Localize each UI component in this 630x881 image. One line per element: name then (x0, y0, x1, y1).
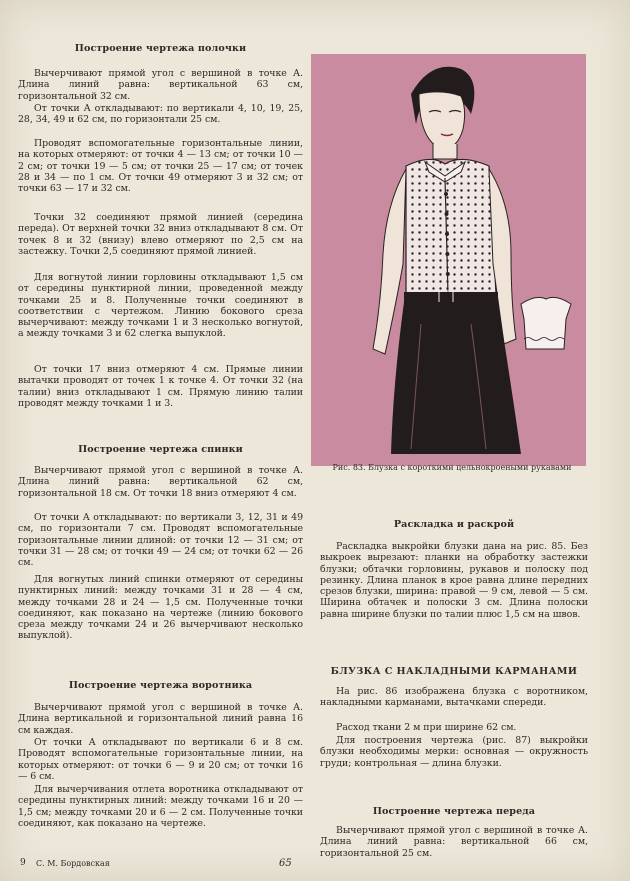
heading-front-draft-2: Построение чертежа переда (372, 806, 536, 817)
paragraph: Для построения чертежа (рис. 87) выкройки блузки необходимы мерки: основная — окружность груди; контрольная — длина блузки. (320, 735, 588, 769)
signature-number: 9 (20, 858, 26, 868)
paragraph: Вычерчивают прямой угол с вершиной в точке А. Длина линий равна: вертикальной 63 см, горизонтальной 32 см. (18, 68, 303, 102)
heading-layout-cutting: Раскладка и раскрой (393, 519, 515, 530)
signature-author: С. М. Бордовская (36, 859, 110, 868)
paragraph: На рис. 86 изображена блузка с воротником, накладными карманами, вытачками спереди. (320, 686, 588, 709)
heading-back-draft: Построение чертежа спинки (78, 444, 243, 455)
paragraph: От точки А откладывают: по вертикали 3, 12, 31 и 49 см, по горизонтали 7 см. Проводят вспомогательные горизонтальные линии длиной: от точки 12 — 31 см; от точки 31 — 28 см; от точки 49 — 24 см; от точки 62 — 26 см. (18, 512, 303, 569)
paragraph: Проводят вспомогательные горизонтальные линии, на которых отмеряют: от точки 4 — 13 см; от точки 10 — 2 см; от точки 19 — 5 см; от точки 25 — 17 см; от точек 28 и 34 — по 1 см. От точки 49 отмеряют 3 и 32 см; от точки 63 — 17 и 32 см. (18, 138, 303, 195)
paragraph: От точки А откладывают: по вертикали 4, 10, 19, 25, 28, 34, 49 и 62 см, по горизонтали 25 см. (18, 103, 303, 126)
heading-blouse-pockets: БЛУЗКА С НАКЛАДНЫМИ КАРМАНАМИ (330, 666, 578, 677)
paragraph: Для вогнутых линий спинки отмеряют от середины пунктирных линий: между точками 31 и 28 — 4 см, между точками 28 и 24 — 1,5 см. Полученные точки соединяют, как показано на чертеже (линию бокового среза между точками 24 и 26 вычерчивают несколько выпуклой). (18, 574, 303, 642)
figure-caption: Рис. 83. Блузка с короткими цельнокроеными рукавами (332, 463, 572, 472)
paragraph: Для вогнутой линии горловины откладывают 1,5 см от середины пунктирной линии, проведенной между точками 25 и 8. Полученные точки соединяют в соответствии с чертежом. Линию бокового среза вычерчивают: между точками 1 и 3 несколько вогнутой, а между точками 3 и 62 слегка выпуклой. (18, 272, 303, 340)
paragraph: Расход ткани 2 м при ширине 62 см. (336, 722, 517, 733)
paragraph: Вычерчивают прямой угол с вершиной в точке А. Длина линий равна: вертикальной 62 см, горизонтальной 18 см. От точки 18 вниз отмеряют 4 см. (18, 465, 303, 499)
page-number: 65 (279, 858, 292, 869)
blouse-back-view-sketch (521, 297, 571, 349)
paragraph: Раскладка выкройки блузки дана на рис. 85. Без выкроек вырезают: планки на обработку застежки блузки; обтачки горловины, рукавов и полоску под резинку. Длина планок в крое равна длине передних срезов блузки, ширина: правой — 9 см, левой — 5 см. Ширина обтачек и полоски 3 см. Длина полоски равна ширине блузки по талии плюс 1,5 см на швов. (320, 541, 588, 620)
paragraph: Для вычерчивания отлета воротника откладывают от середины пунктирных линий: между точками 16 и 20 — 1,5 см; между точками 20 и 6 — 2 см. Полученные точки соединяют, как показано на чертеже. (18, 784, 303, 829)
paragraph: Вычерчивают прямой угол с вершиной в точке А. Длина линий равна: вертикальной 66 см, горизонтальной 25 см. (320, 825, 588, 859)
woman-in-blouse-drawing (311, 54, 586, 466)
heading-collar-draft: Построение чертежа воротника (68, 680, 253, 691)
blouse-illustration (311, 54, 586, 466)
paragraph: От точки А откладывают по вертикали 6 и 8 см. Проводят вспомогательные горизонтальные линии, на которых отмеряют: от точки 6 — 9 и 20 см; от точки 16 — 6 см. (18, 737, 303, 782)
paragraph: От точки 17 вниз отмеряют 4 см. Прямые линии вытачки проводят от точек 1 к точке 4. От точки 32 (на талии) вниз откладывают 1 см. Прямую линию талии проводят между точками 1 и 3. (18, 364, 303, 409)
paragraph: Точки 32 соединяют прямой линией (середина переда). От верхней точки 32 вниз откладывают 8 см. От точек 8 и 32 (внизу) влево отмеряют по 2,5 см на застежку. Точки 2,5 соединяют прямой линией. (18, 212, 303, 257)
heading-front-draft: Построение чертежа полочки (74, 43, 247, 54)
paragraph: Вычерчивают прямой угол с вершиной в точке А. Длина вертикальной и горизонтальной линий равна 16 см каждая. (18, 702, 303, 736)
